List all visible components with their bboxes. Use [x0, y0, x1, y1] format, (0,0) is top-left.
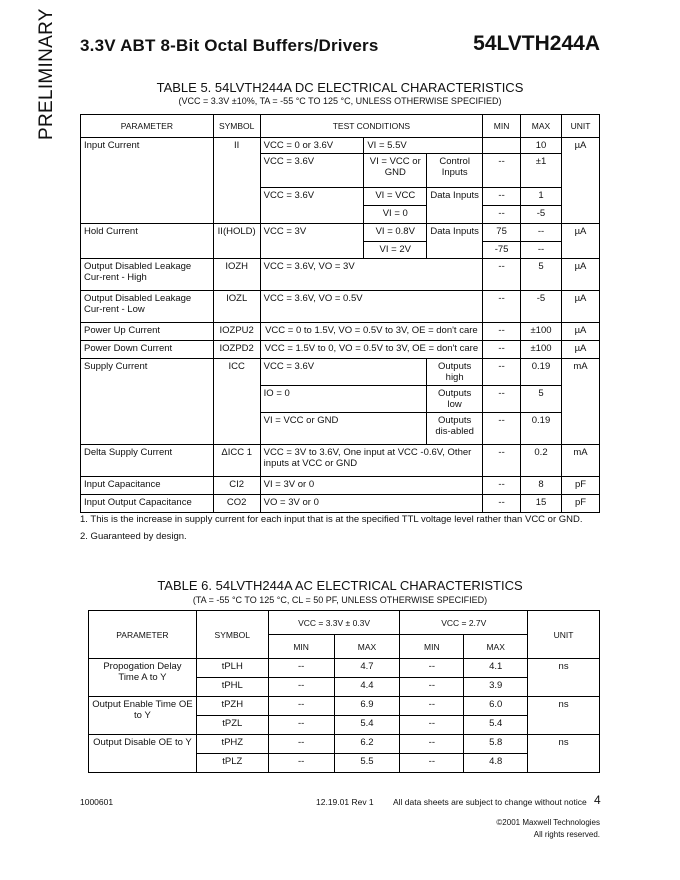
min-cell: [483, 138, 521, 154]
cond-cell: VCC = 3V to 3.6V, One input at VCC -0.6V, Other inputs at VCC or GND: [260, 445, 482, 477]
cond-cell: VI = 0.8V: [364, 224, 427, 242]
table-row: [89, 697, 600, 716]
header-max: MAX: [334, 635, 400, 659]
max-cell: 5: [521, 259, 562, 291]
preliminary-label: PRELIMINARY: [36, 8, 57, 140]
symbol-hold-current: II(HOLD): [213, 224, 260, 259]
table-row: [81, 495, 600, 513]
max-cell: 10: [521, 138, 562, 154]
max-cell: 4.4: [334, 678, 400, 697]
header-max: MAX: [521, 115, 562, 138]
max-cell: -5: [521, 206, 562, 224]
param-ozh: Output Disabled Leakage Cur-rent - High: [81, 259, 214, 291]
max-cell: 5: [521, 386, 562, 413]
cond-cell: VCC = 0 to 1.5V, VO = 0.5V to 3V, OE = don't care: [260, 323, 482, 341]
unit-cell: mA: [561, 445, 599, 477]
max-cell: 0.2: [521, 445, 562, 477]
cond-cell: Control Inputs: [427, 154, 483, 188]
cond-cell: VI = VCC or GND: [364, 154, 427, 188]
symbol-cell: tPZH: [196, 697, 268, 716]
min-cell: --: [483, 445, 521, 477]
rights-reserved: All rights reserved.: [533, 830, 600, 839]
cond-cell: VCC = 0 or 3.6V: [260, 138, 364, 154]
min-cell: --: [483, 206, 521, 224]
table-row: [81, 291, 600, 323]
cond-cell: VCC = 3.6V: [260, 188, 364, 224]
header-parameter: PARAMETER: [89, 611, 197, 659]
min-cell: --: [483, 323, 521, 341]
ac-table-subtitle: (TA = -55 °C TO 125 °C, CL = 50 PF, UNLESS OTHERWISE SPECIFIED): [192, 595, 488, 605]
param-hold-current: Hold Current: [81, 224, 214, 259]
cond-cell: VI = VCC: [364, 188, 427, 206]
symbol-supply-current: ICC: [213, 359, 260, 445]
cond-cell: VI = 3V or 0: [260, 477, 482, 495]
cond-cell: VI = 2V: [364, 242, 427, 259]
param-output-enable: Output Enable Time OE to Y: [89, 697, 197, 735]
header-unit: UNIT: [561, 115, 599, 138]
cond-cell: VCC = 3.6V, VO = 3V: [260, 259, 482, 291]
min-cell: --: [483, 495, 521, 513]
cond-cell: Outputs low: [427, 386, 483, 413]
header-min: MIN: [483, 115, 521, 138]
max-cell: 5.4: [334, 716, 400, 735]
max-cell: 4.8: [464, 754, 528, 773]
min-cell: --: [483, 359, 521, 386]
max-cell: 6.9: [334, 697, 400, 716]
unit-cell: µA: [561, 138, 599, 224]
symbol-ozl: IOZL: [213, 291, 260, 323]
cond-cell: Data Inputs: [427, 188, 483, 224]
header-max: MAX: [464, 635, 528, 659]
min-cell: --: [483, 259, 521, 291]
unit-cell: mA: [561, 359, 599, 445]
min-cell: 75: [483, 224, 521, 242]
max-cell: ±100: [521, 341, 562, 359]
cond-cell: VI = VCC or GND: [260, 413, 427, 445]
dc-table-subtitle: (VCC = 3.3V ±10%, TA = -55 °C TO 125 °C, UNLESS OTHERWISE SPECIFIED): [178, 96, 502, 106]
max-cell: 0.19: [521, 359, 562, 386]
max-cell: 0.19: [521, 413, 562, 445]
unit-cell: pF: [561, 495, 599, 513]
max-cell: 3.9: [464, 678, 528, 697]
param-delta-supply: Delta Supply Current: [81, 445, 214, 477]
table-row: [81, 138, 600, 154]
symbol-input-current: II: [213, 138, 260, 224]
max-cell: 5.4: [464, 716, 528, 735]
min-cell: --: [483, 291, 521, 323]
document-title: 3.3V ABT 8-Bit Octal Buffers/Drivers: [80, 36, 379, 55]
max-cell: 4.7: [334, 659, 400, 678]
symbol-power-up: IOZPU2: [213, 323, 260, 341]
min-cell: --: [268, 659, 334, 678]
table-row: [81, 359, 600, 386]
min-cell: --: [400, 735, 464, 754]
part-number: 54LVTH244A: [473, 32, 600, 55]
header-symbol: SYMBOL: [213, 115, 260, 138]
symbol-cell: tPLH: [196, 659, 268, 678]
table-row: [89, 735, 600, 754]
unit-cell: µA: [561, 341, 599, 359]
table-row: [81, 259, 600, 291]
min-cell: --: [483, 188, 521, 206]
symbol-cell: tPHZ: [196, 735, 268, 754]
param-power-up: Power Up Current: [81, 323, 214, 341]
table-row: [81, 224, 600, 242]
min-cell: --: [268, 716, 334, 735]
min-cell: --: [268, 754, 334, 773]
param-input-capacitance: Input Capacitance: [81, 477, 214, 495]
dc-table-title: TABLE 5. 54LVTH244A DC ELECTRICAL CHARACTERISTICS: [156, 80, 524, 95]
symbol-io-capacitance: CO2: [213, 495, 260, 513]
header-symbol: SYMBOL: [196, 611, 268, 659]
max-cell: 8: [521, 477, 562, 495]
min-cell: --: [483, 477, 521, 495]
table-row: [81, 477, 600, 495]
table-row: [89, 659, 600, 678]
min-cell: --: [400, 678, 464, 697]
symbol-ozh: IOZH: [213, 259, 260, 291]
cond-cell: VO = 3V or 0: [260, 495, 482, 513]
page-number: 4: [594, 793, 601, 807]
unit-cell: µA: [561, 259, 599, 291]
table-row: [81, 341, 600, 359]
ac-header-row: [89, 611, 600, 635]
cond-cell: Outputs high: [427, 359, 483, 386]
cond-cell: VCC = 1.5V to 0, VO = 0.5V to 3V, OE = don't care: [260, 341, 482, 359]
max-cell: 15: [521, 495, 562, 513]
cond-cell: VI = 5.5V: [364, 138, 483, 154]
max-cell: -5: [521, 291, 562, 323]
doc-number: 1000601: [80, 797, 114, 807]
max-cell: 1: [521, 188, 562, 206]
cond-cell: Outputs dis-abled: [427, 413, 483, 445]
cond-cell: IO = 0: [260, 386, 427, 413]
revision: 12.19.01 Rev 1: [316, 797, 374, 807]
min-cell: --: [268, 735, 334, 754]
unit-cell: pF: [561, 477, 599, 495]
dc-header-row: [81, 115, 600, 138]
min-cell: --: [483, 386, 521, 413]
header-min: MIN: [400, 635, 464, 659]
symbol-cell: tPZL: [196, 716, 268, 735]
unit-cell: µA: [561, 323, 599, 341]
min-cell: --: [483, 154, 521, 188]
header-min: MIN: [268, 635, 334, 659]
min-cell: --: [268, 697, 334, 716]
cond-cell: VCC = 3.6V: [260, 154, 364, 188]
footnote-2: 2. Guaranteed by design.: [80, 531, 187, 542]
min-cell: --: [400, 659, 464, 678]
min-cell: --: [268, 678, 334, 697]
header-vcc-3v3: VCC = 3.3V ± 0.3V: [268, 611, 400, 635]
max-cell: 4.1: [464, 659, 528, 678]
min-cell: -75: [483, 242, 521, 259]
max-cell: 6.2: [334, 735, 400, 754]
symbol-cell: tPLZ: [196, 754, 268, 773]
symbol-cell: tPHL: [196, 678, 268, 697]
symbol-power-down: IOZPD2: [213, 341, 260, 359]
param-supply-current: Supply Current: [81, 359, 214, 445]
copyright: ©2001 Maxwell Technologies: [496, 818, 600, 827]
min-cell: --: [400, 697, 464, 716]
header-unit: UNIT: [528, 611, 600, 659]
disclaimer: All data sheets are subject to change without notice: [393, 797, 587, 807]
dc-characteristics-table: [80, 114, 600, 513]
max-cell: 5.8: [464, 735, 528, 754]
cond-cell: VCC = 3.6V, VO = 0.5V: [260, 291, 482, 323]
param-prop-delay: Propogation Delay Time A to Y: [89, 659, 197, 697]
table-row: [81, 323, 600, 341]
param-power-down: Power Down Current: [81, 341, 214, 359]
param-ozl: Output Disabled Leakage Cur-rent - Low: [81, 291, 214, 323]
min-cell: --: [483, 341, 521, 359]
header-test-conditions: TEST CONDITIONS: [260, 115, 482, 138]
max-cell: 6.0: [464, 697, 528, 716]
max-cell: --: [521, 242, 562, 259]
ac-table-title: TABLE 6. 54LVTH244A AC ELECTRICAL CHARACTERISTICS: [157, 578, 523, 593]
cond-cell: Data Inputs: [427, 224, 483, 259]
unit-cell: ns: [528, 735, 600, 773]
unit-cell: ns: [528, 659, 600, 697]
cond-cell: VCC = 3V: [260, 224, 364, 259]
cond-cell: VCC = 3.6V: [260, 359, 427, 386]
unit-cell: ns: [528, 697, 600, 735]
max-cell: 5.5: [334, 754, 400, 773]
min-cell: --: [400, 754, 464, 773]
unit-cell: µA: [561, 291, 599, 323]
header-vcc-2v7: VCC = 2.7V: [400, 611, 528, 635]
param-input-current: Input Current: [81, 138, 214, 224]
max-cell: ±1: [521, 154, 562, 188]
max-cell: ±100: [521, 323, 562, 341]
min-cell: --: [483, 413, 521, 445]
symbol-input-capacitance: CI2: [213, 477, 260, 495]
unit-cell: µA: [561, 224, 599, 259]
param-io-capacitance: Input Output Capacitance: [81, 495, 214, 513]
ac-characteristics-table: [88, 610, 600, 773]
min-cell: --: [400, 716, 464, 735]
param-output-disable: Output Disable OE to Y: [89, 735, 197, 773]
footnote-1: 1. This is the increase in supply current for each input that is at the specified TTL voltage level rather than VCC or GND.: [80, 514, 583, 525]
table-row: [81, 445, 600, 477]
symbol-delta-supply: ΔICC 1: [213, 445, 260, 477]
max-cell: --: [521, 224, 562, 242]
cond-cell: VI = 0: [364, 206, 427, 224]
header-parameter: PARAMETER: [81, 115, 214, 138]
